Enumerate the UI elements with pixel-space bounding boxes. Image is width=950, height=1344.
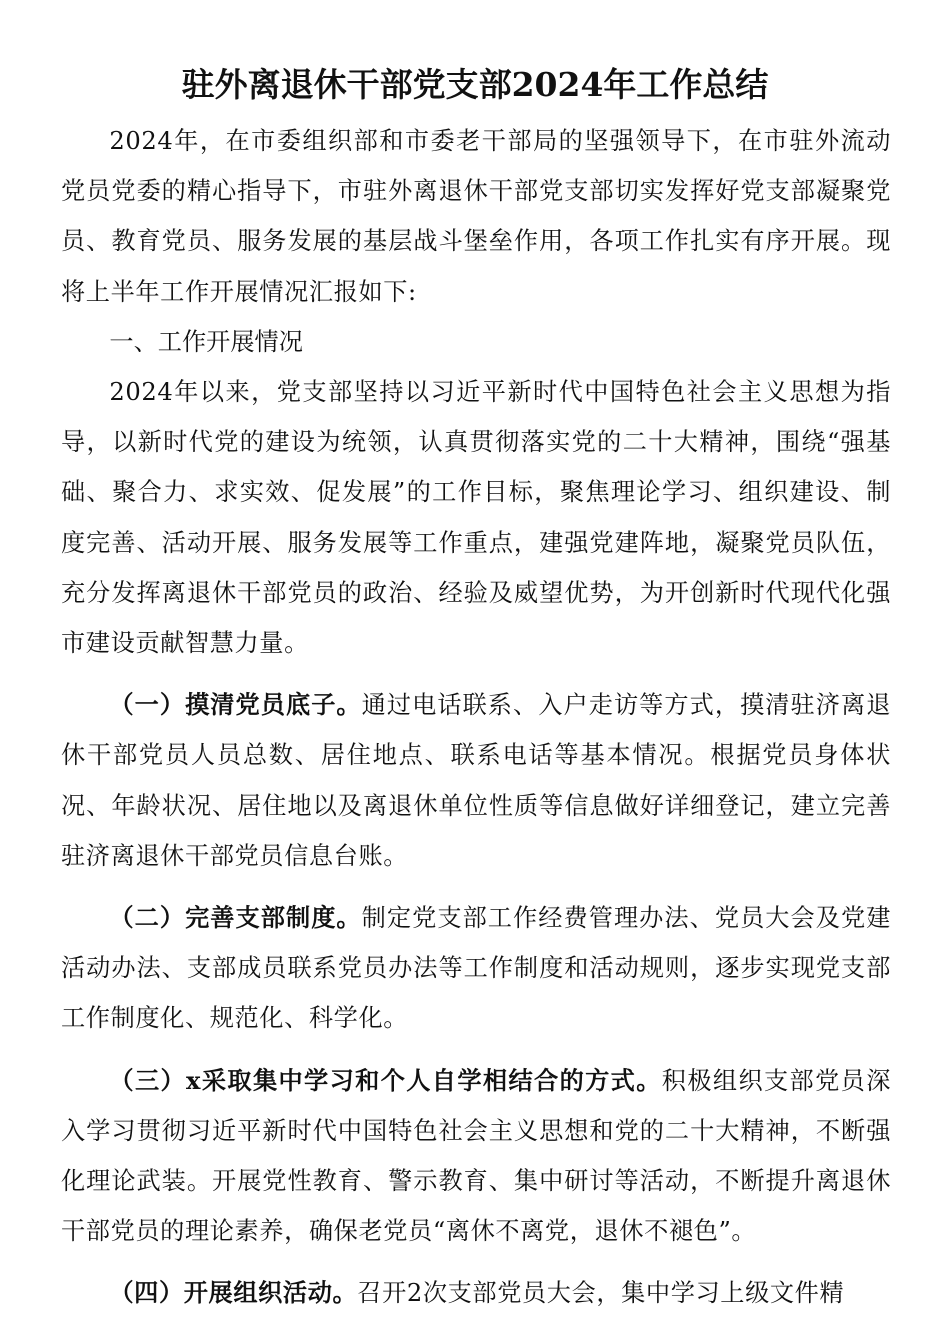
item-paragraph-4 (61, 1268, 891, 1318)
item-text-2: 制定党支部工作经费管理办法、党员大会及党建活动办法、支部成员联系党员办法等工作制度和活动规则，逐步实现党支部工作制度化、规范化、科学化。 (61, 904, 891, 1033)
item-paragraph-1 (61, 680, 891, 881)
section-paragraph: 2024年以来，党支部坚持以习近平新时代中国特色社会主义思想为指导，以新时代党的建设为统领，认真贯彻落实党的二十大精神，围绕“强基础、聚合力、求实效、促发展”的工作目标，聚焦理论学习、组织建设、制度完善、活动开展、服务发展等工作重点，建强党建阵地，凝聚党员队伍，充分发挥离退休干部党员的政治、经验及威望优势，为开创新时代现代化强市建设贡献智慧力量。 (61, 378, 891, 658)
intro-paragraph: 2024年，在市委组织部和市委老干部局的坚强领导下，在市驻外流动党员党委的精心指导下，市驻外离退休干部党支部切实发挥好党支部凝聚党员、教育党员、服务发展的基层战斗堡垒作用，各项工作扎实有序开展。现将上半年工作开展情况汇报如下: (61, 127, 891, 306)
item-paragraph-3 (61, 1056, 891, 1257)
spacer (61, 1044, 891, 1056)
spacer (61, 668, 891, 680)
item-lead-3: （三）x采取集中学习和个人自学相结合的方式。 (109, 1065, 662, 1095)
spacer (61, 881, 891, 893)
item-text-1: 通过电话联系、入户走访等方式，摸清驻济离退休干部党员人员总数、居住地点、联系电话等基本情况。根据党员身体状况、年龄状况、居住地以及离退休单位性质等信息做好详细登记，建立完善驻济离退休干部党员信息台账。 (61, 691, 891, 870)
section-heading: 一、工作开展情况 (109, 327, 303, 356)
item-text-3: 积极组织支部党员深入学习贯彻习近平新时代中国特色社会主义思想和党的二十大精神，不断强化理论武装。开展党性教育、警示教育、集中研讨等活动，不断提升离退休干部党员的理论素养，确保老党员“离休不离党，退休不褪色”。 (61, 1066, 892, 1246)
document-title: 驻外离退休干部党支部2024年工作总结 (181, 65, 769, 104)
item-lead-2: （二）完善支部制度。 (109, 903, 362, 933)
item-text-4: 召开2次支部党员大会，集中学习上级文件精 (357, 1279, 845, 1308)
spacer (61, 1256, 891, 1268)
item-lead-4: （四）开展组织活动。 (109, 1278, 358, 1308)
document-body (61, 116, 891, 1319)
item-lead-1: （一）摸清党员底子。 (109, 690, 362, 720)
item-paragraph-2 (61, 893, 891, 1044)
